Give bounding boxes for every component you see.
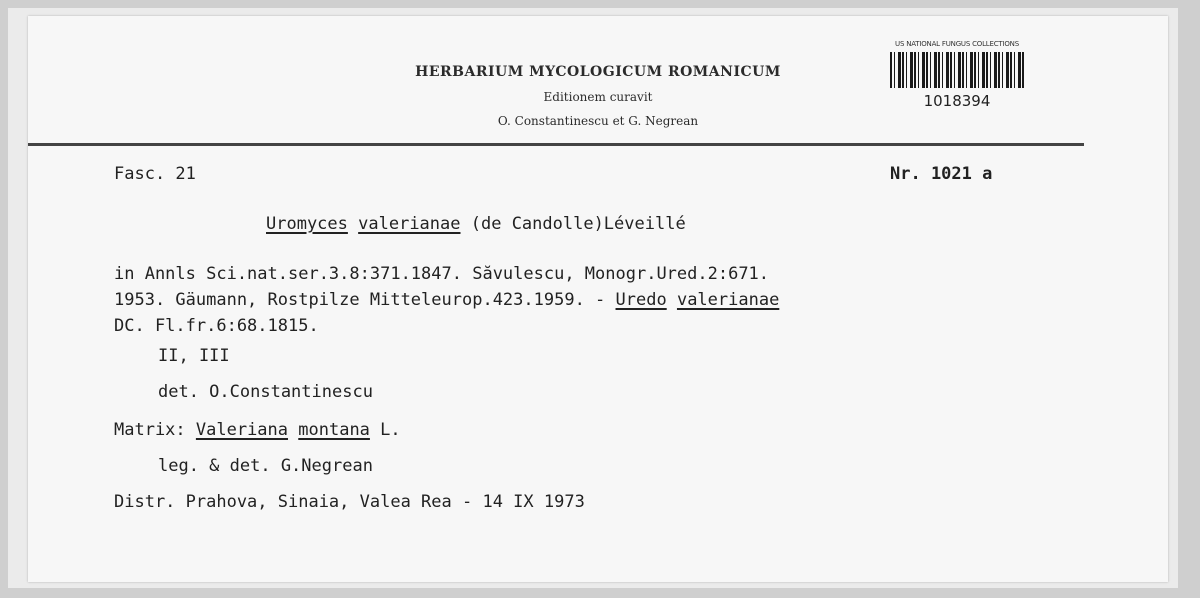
barcode-number: 1018394 bbox=[923, 92, 991, 110]
species-authority: (de Candolle)Léveillé bbox=[470, 214, 686, 234]
citation-line-2 bbox=[114, 290, 779, 310]
host-epithet: montana bbox=[298, 420, 370, 440]
citation-line-1: in Annls Sci.nat.ser.3.8:371.1847. Săvulescu, Monogr.Ured.2:671. bbox=[114, 264, 770, 284]
specimen-number: Nr. 1021 a bbox=[890, 164, 993, 184]
header-divider bbox=[28, 143, 1084, 146]
fascicle-number: Fasc. 21 bbox=[114, 164, 196, 184]
collector: leg. & det. G.Negrean bbox=[158, 456, 373, 476]
species-name bbox=[266, 214, 686, 234]
host-genus: Valeriana bbox=[195, 420, 289, 440]
herbarium-title: HERBARIUM MYCOLOGICUM ROMANICUM bbox=[415, 64, 781, 80]
barcode-label bbox=[886, 40, 1028, 122]
synonym-genus: Uredo bbox=[615, 290, 667, 310]
synonym-epithet: valerianae bbox=[676, 290, 780, 310]
herbarium-label bbox=[28, 16, 1168, 582]
distribution-locality: Distr. Prahova, Sinaia, Valea Rea - 14 IX 1973 bbox=[114, 492, 585, 512]
species-epithet: valerianae bbox=[358, 214, 461, 234]
host-authority: L. bbox=[369, 420, 401, 440]
herbarium-subtitle: Editionem curavit bbox=[543, 90, 653, 104]
host-matrix bbox=[114, 420, 401, 440]
spore-stages: II, III bbox=[158, 346, 230, 366]
citation-line-2-text: 1953. Gäumann, Rostpilze Mitteleurop.423.1959. - bbox=[114, 290, 616, 310]
citation-line-3: DC. Fl.fr.6:68.1815. bbox=[114, 316, 319, 336]
determiner: det. O.Constantinescu bbox=[158, 382, 373, 402]
barcode-icon bbox=[890, 52, 1024, 88]
herbarium-editors: O. Constantinescu et G. Negrean bbox=[497, 114, 699, 128]
barcode-caption: US NATIONAL FUNGUS COLLECTIONS bbox=[895, 40, 1019, 48]
matrix-prefix: Matrix: bbox=[114, 420, 196, 440]
species-genus: Uromyces bbox=[266, 214, 348, 234]
